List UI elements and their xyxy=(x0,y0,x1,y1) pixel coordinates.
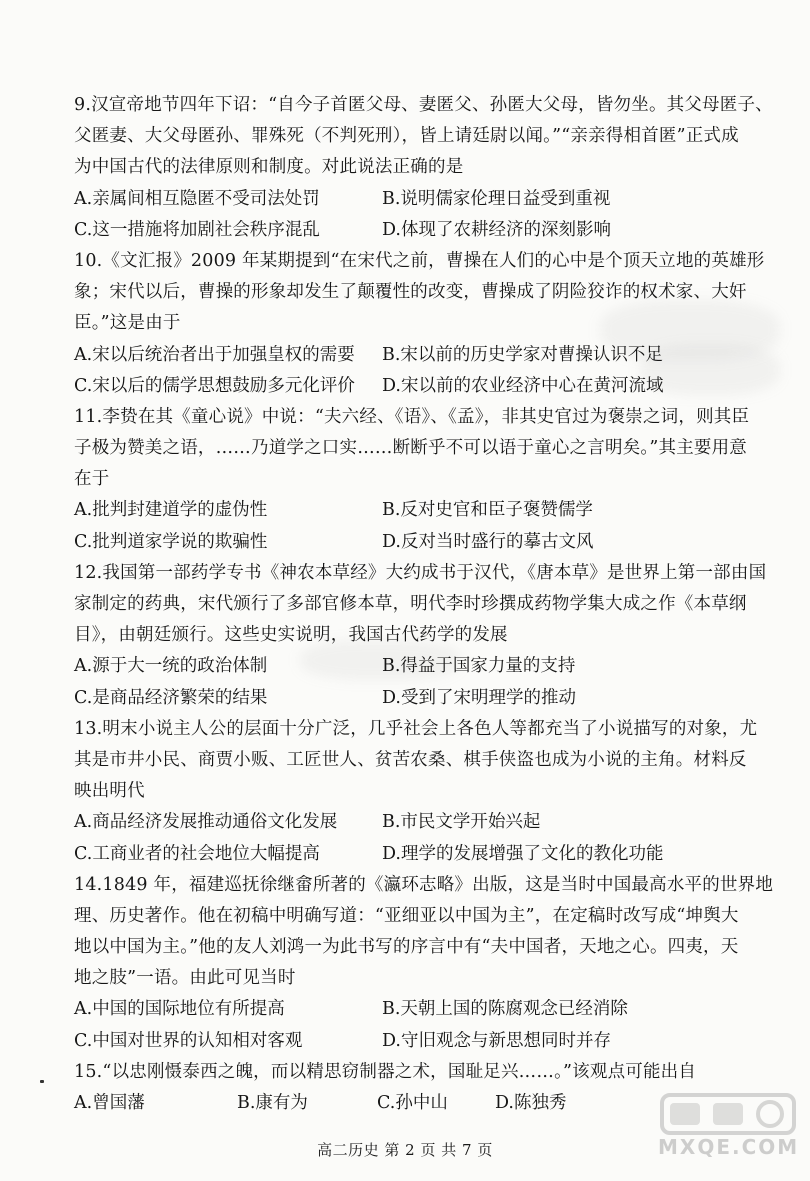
question-stem-line: 象；宋代以后，曹操的形象却发生了颠覆性的改变，曹操成了阴险狡诈的权术家、大奸 xyxy=(74,282,747,303)
option-d: D.体现了农耕经济的深刻影响 xyxy=(382,219,611,240)
options-row xyxy=(74,340,774,371)
option-d: D.理学的发展增强了文化的教化功能 xyxy=(382,843,664,864)
question-stem-line: 12.我国第一部药学专书《神农本草经》大约成书于汉代，《唐本草》是世界上第一部由国 xyxy=(74,562,767,583)
option-b: B.天朝上国的陈腐观念已经消除 xyxy=(382,999,628,1020)
option-c: C.这一措施将加剧社会秩序混乱 xyxy=(74,219,320,240)
watermark xyxy=(658,1089,798,1161)
page-footer: 高二历史 第 2 页 共 7 页 xyxy=(317,1141,493,1159)
question-stem-line: 臣。”这是由于 xyxy=(74,313,181,334)
question-10 xyxy=(74,246,774,402)
option-a: A.商品经济发展推动通俗文化发展 xyxy=(74,812,338,833)
option-b: B.康有为 xyxy=(237,1093,308,1113)
option-a: A.宋以后统治者出于加强皇权的需要 xyxy=(74,344,355,365)
option-b: B.说明儒家伦理日益受到重视 xyxy=(382,188,611,209)
option-a: A.曾国藩 xyxy=(74,1093,145,1113)
option-a: A.中国的国际地位有所提高 xyxy=(74,999,285,1020)
options-row xyxy=(74,527,774,558)
options-row xyxy=(74,371,774,402)
question-stem-line: 为中国古代的法律原则和制度。对此说法正确的是 xyxy=(74,157,464,178)
options-row xyxy=(74,184,774,215)
option-a: A.批判封建道学的虚伪性 xyxy=(74,500,268,521)
option-b: B.反对史官和臣子褒赞儒学 xyxy=(382,500,593,521)
options-row xyxy=(74,651,774,682)
question-stem-line: 地之肢”一语。由此可见当时 xyxy=(74,968,296,989)
question-stem-line: 在于 xyxy=(74,469,110,490)
question-stem-line: 子极为赞美之语，……乃道学之口实……断断乎不可以语于童心之言明矣。”其主要用意 xyxy=(74,438,747,459)
options-row xyxy=(74,683,774,714)
question-13 xyxy=(74,714,774,870)
question-stem-line: 目》，由朝廷颁行。这些史实说明，我国古代药学的发展 xyxy=(74,625,508,646)
question-list xyxy=(74,90,774,1119)
question-12 xyxy=(74,558,774,714)
options-row xyxy=(74,495,774,526)
options-row xyxy=(74,807,774,838)
question-stem-line: 家制定的药典，宋代颁行了多部官修本草，明代李时珍撰成药物学集大成之作《本草纲 xyxy=(74,594,747,614)
option-b: B.市民文学开始兴起 xyxy=(382,812,541,833)
option-c: C.中国对世界的认知相对客观 xyxy=(74,1030,303,1051)
watermark-logo-icon xyxy=(658,1089,798,1137)
question-stem-line: 映出明代 xyxy=(74,781,145,802)
option-b: B.得益于国家力量的支持 xyxy=(382,656,576,677)
option-d: D.受到了宋明理学的推动 xyxy=(382,687,576,708)
question-9 xyxy=(74,90,774,246)
question-14 xyxy=(74,870,774,1057)
question-stem-line: 13.明末小说主人公的层面十分广泛，几乎社会上各色人等都充当了小说描写的对象，尤 xyxy=(74,718,758,739)
option-a: A.亲属间相互隐匿不受司法处罚 xyxy=(74,188,320,209)
option-b: B.宋以前的历史学家对曹操认识不足 xyxy=(382,344,663,365)
option-d: D.守旧观念与新思想同时并存 xyxy=(382,1030,611,1051)
scan-speck xyxy=(40,1080,44,1083)
option-d: D.陈独秀 xyxy=(495,1093,567,1113)
options-row xyxy=(74,215,774,246)
options-row xyxy=(74,1026,774,1057)
option-d: D.反对当时盛行的摹古文风 xyxy=(382,531,594,552)
option-c: C.是商品经济繁荣的结果 xyxy=(74,687,268,708)
question-11 xyxy=(74,402,774,558)
option-c: C.宋以后的儒学思想鼓励多元化评价 xyxy=(74,375,355,396)
question-stem-line: 地以中国为主。”他的友人刘鸿一为此书写的序言中有“夫中国者，天地之心。四夷，天 xyxy=(74,937,739,958)
options-row xyxy=(74,839,774,870)
question-stem-line: 14.1849 年，福建巡抚徐继畲所著的《瀛环志略》出版，这是当时中国最高水平的世界地 xyxy=(74,874,774,895)
question-stem-line: 11.李贽在其《童心说》中说：“夫六经、《语》、《孟》，非其史官过为褒崇之词，则其臣 xyxy=(74,406,750,427)
watermark-url: MXQE.COM xyxy=(658,1135,800,1159)
option-c: C.工商业者的社会地位大幅提高 xyxy=(74,843,320,864)
question-stem-line: 父匿妻、大父母匿孙、罪殊死（不判死刑），皆上请廷尉以闻。”“亲亲得相首匿”正式成 xyxy=(74,126,739,147)
options-row xyxy=(74,994,774,1025)
option-c: C.孙中山 xyxy=(377,1093,448,1113)
option-a: A.源于大一统的政治体制 xyxy=(74,656,268,677)
question-stem-line: 9.汉宣帝地节四年下诏：“自今子首匿父母、妻匿父、孙匿大父母，皆勿坐。其父母匿子、 xyxy=(74,95,773,115)
question-stem-line: 15.“以忠刚慑泰西之魄，而以精思窃制器之术，国耻足兴……。”该观点可能出自 xyxy=(74,1061,697,1082)
option-c: C.批判道家学说的欺骗性 xyxy=(74,531,268,552)
option-d: D.宋以前的农业经济中心在黄河流域 xyxy=(382,375,664,396)
question-stem-line: 其是市井小民、商贾小贩、工匠世人、贫苦农桑、棋手侠盗也成为小说的主角。材料反 xyxy=(74,749,747,770)
question-stem-line: 理、历史著作。他在初稿中明确写道：“亚细亚以中国为主”，在定稿时改写成“坤舆大 xyxy=(74,905,739,926)
question-stem-line: 10.《文汇报》2009 年某期提到“在宋代之前，曹操在人们的心中是个顶天立地的英雄形 xyxy=(74,250,765,271)
